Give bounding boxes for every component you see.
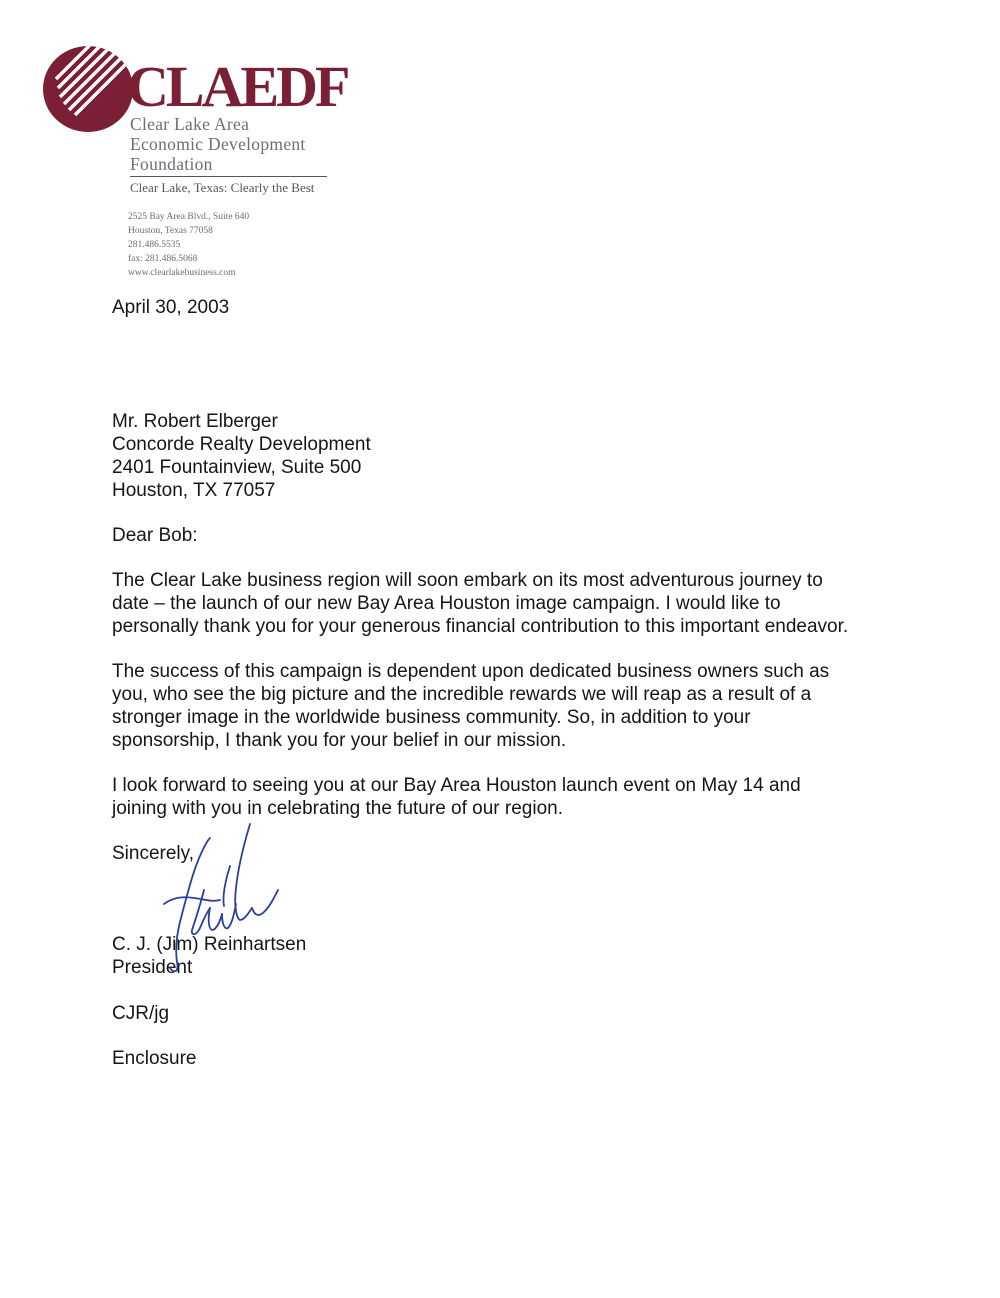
paragraph-line: sponsorship, I thank you for your belief in our mission. [112,730,567,751]
paragraph-line: I look forward to seeing you at our Bay Area Houston launch event on May 14 and [112,775,801,796]
tagline: Clear Lake, Texas: Clearly the Best [130,180,315,195]
fax-number: fax: 281.486.5068 [128,254,198,264]
paragraph-line: you, who see the big picture and the incredible rewards we will reap as a result of a [112,684,812,705]
paragraph-1 [112,569,848,638]
paragraph-line: personally thank you for your generous financial contribution to this important endeavor. [112,616,849,637]
signer-title: President [112,957,193,978]
recipient-city: Houston, TX 77057 [112,480,276,501]
city-state-zip: Houston, Texas 77058 [128,226,213,236]
letter-date: April 30, 2003 [112,297,230,318]
recipient-address [112,410,371,502]
paragraph-line: stronger image in the worldwide business community. So, in addition to your [112,707,751,728]
paragraph-3 [112,774,801,820]
brand-wordmark: CLAEDF [127,54,348,119]
organization-name [130,114,306,174]
claedf-logo-icon [42,45,134,133]
recipient-name: Mr. Robert Elberger [112,411,278,432]
signer-name: C. J. (Jim) Reinhartsen [112,934,307,955]
paragraph-line: The success of this campaign is dependent upon dedicated business owners such as [112,661,830,682]
paragraph-line: The Clear Lake business region will soon embark on its most adventurous journey to [112,570,823,591]
org-name-line: Economic Development [130,134,306,154]
paragraph-line: date – the launch of our new Bay Area Houston image campaign. I would like to [112,593,781,614]
phone-number: 281.486.5535 [128,240,181,250]
website: www.clearlakebusiness.com [128,268,236,278]
recipient-company: Concorde Realty Development [112,434,371,455]
org-name-line: Foundation [130,154,213,174]
letterhead-divider [130,176,327,177]
paragraph-2 [112,660,829,752]
reference-initials: CJR/jg [112,1003,170,1024]
signature-icon [158,818,288,978]
paragraph-line: joining with you in celebrating the future of our region. [112,798,563,819]
org-name-line: Clear Lake Area [130,114,250,134]
closing: Sincerely, [112,843,195,864]
recipient-street: 2401 Fountainview, Suite 500 [112,457,362,478]
enclosure-note: Enclosure [112,1048,197,1069]
salutation: Dear Bob: [112,525,198,546]
contact-block [128,210,249,280]
street-address: 2525 Bay Area Blvd., Suite 640 [128,212,250,222]
